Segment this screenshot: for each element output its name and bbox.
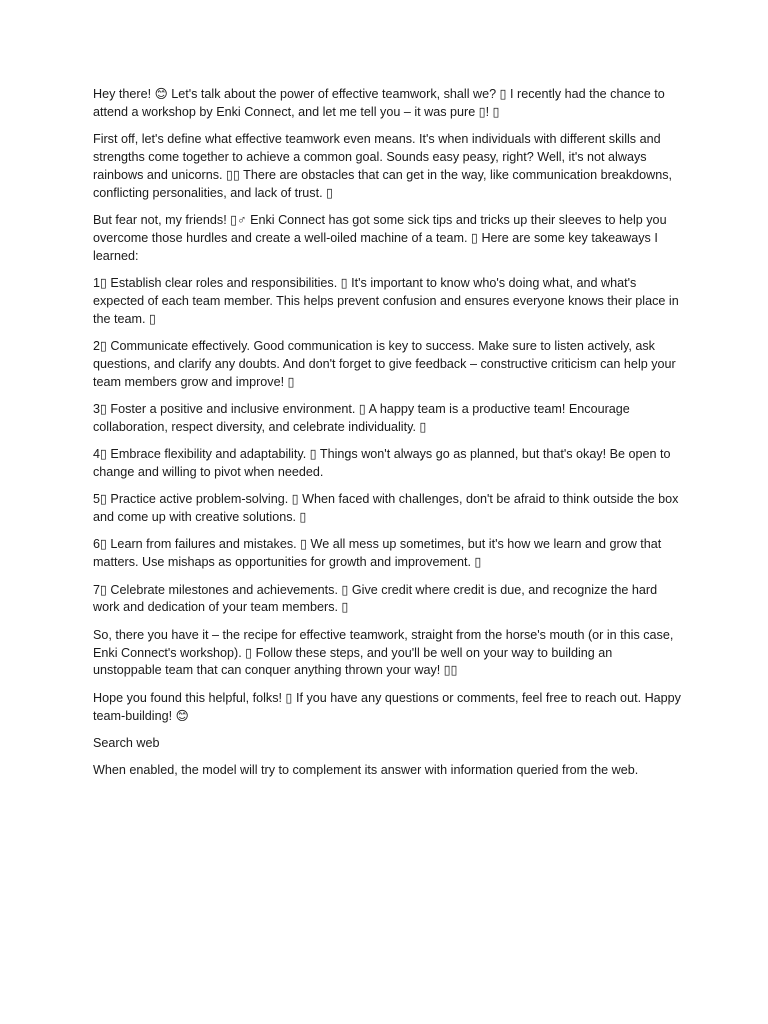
document-page (93, 86, 683, 790)
definition-paragraph: First off, let's define what effective teamwork even means. It's when individuals with different skills and strengths come together to achieve a common goal. Sounds easy peasy, right? Well, it's not always rainbows and unicorns. ▯▯ There are obstacles that can get in the way, like communication breakdowns, conflicting personalities, and lack of trust. ▯ (93, 132, 673, 200)
takeaway-item-4: 4▯ Embrace flexibility and adaptability. ▯ Things won't always go as planned, but that's okay! Be open to change and willing to pivot when needed. (93, 447, 671, 479)
takeaway-item-2: 2▯ Communicate effectively. Good communication is key to success. Make sure to listen actively, ask questions, and clarify any doubts. And don't forget to give feedback – constructive criticism can help your team members grow and improve! ▯ (93, 338, 676, 389)
intro-paragraph: Hey there! 😊 Let's talk about the power of effective teamwork, shall we? ▯ I recently had the chance to attend a workshop by Enki Connect, and let me tell you – it was pure ▯! ▯ (93, 87, 665, 119)
search-web-title: Search web (93, 736, 160, 751)
conclusion-paragraph: So, there you have it – the recipe for effective teamwork, straight from the horse's mouth (or in this case, Enki Connect's workshop). ▯ Follow these steps, and you'll be well on your way to building an unstoppable team that can conquer anything thrown your way! ▯▯ (93, 627, 674, 678)
takeaway-item-5: 5▯ Practice active problem-solving. ▯ When faced with challenges, don't be afraid to think outside the box and come up with creative solutions. ▯ (93, 492, 679, 525)
takeaway-item-1: 1▯ Establish clear roles and responsibilities. ▯ It's important to know who's doing what, and what's expected of each team member. This helps prevent confusion and ensures everyone knows their place in the team. ▯ (93, 275, 679, 326)
takeaways-intro-paragraph: But fear not, my friends! ▯♂ Enki Connect has got some sick tips and tricks up their sleeves to help you overcome those hurdles and create a well-oiled machine of a team. ▯ Here are some key takeaways I learned: (93, 212, 667, 263)
closing-paragraph: Hope you found this helpful, folks! ▯ If you have any questions or comments, feel free to reach out. Happy team-building! 😊 (93, 690, 681, 723)
takeaway-item-6: 6▯ Learn from failures and mistakes. ▯ We all mess up sometimes, but it's how we learn and grow that matters. Use mishaps as opportunities for growth and improvement. ▯ (93, 537, 662, 570)
search-web-description: When enabled, the model will try to complement its answer with information queried from the web. (93, 763, 639, 778)
takeaway-item-7: 7▯ Celebrate milestones and achievements. ▯ Give credit where credit is due, and recognize the hard work and dedication of your team members. ▯ (93, 582, 658, 615)
takeaway-item-3: 3▯ Foster a positive and inclusive environment. ▯ A happy team is a productive team! Encourage collaboration, respect diversity, and celebrate individuality. ▯ (93, 401, 630, 434)
